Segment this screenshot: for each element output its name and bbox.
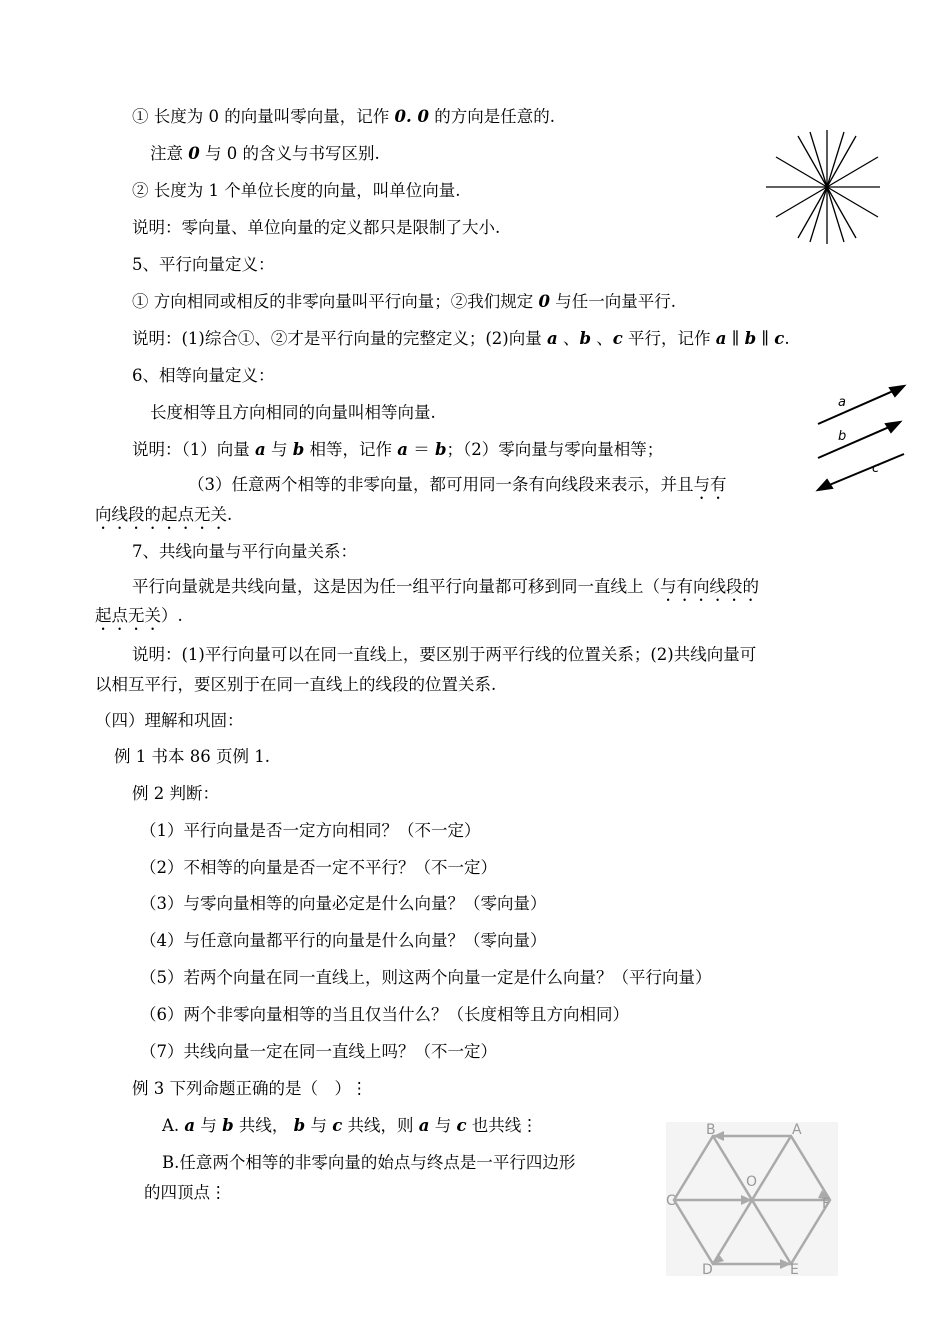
text: ＝ (407, 440, 435, 459)
question-item: （5）若两个向量在同一直线上，则这两个向量一定是什么向量？（平行向量） (140, 968, 712, 987)
vector-b-label: b (838, 429, 847, 444)
text: ）. (161, 606, 183, 625)
vector-symbol: a (397, 440, 408, 459)
text: 与 (265, 440, 293, 459)
question-item: （7）共线向量一定在同一直线上吗？（不一定） (140, 1042, 497, 1061)
vector-symbol: c (774, 329, 785, 348)
text: 共线， (233, 1116, 294, 1135)
parallel-vectors-figure (812, 382, 912, 494)
arrowhead-icon (890, 386, 904, 396)
text: 与 (429, 1116, 457, 1135)
text: . (405, 107, 418, 126)
text: ① 长度为 0 的向量叫零向量，记作 (132, 107, 395, 126)
text: （3）任意两个相等的非零向量，都可用同一条有向线段来表示，并且 (188, 475, 694, 494)
vector-a-line (818, 388, 900, 424)
text: ① 方向相同或相反的非零向量叫平行向量；②我们规定 (132, 292, 539, 311)
text: 与任一向量平行. (549, 292, 676, 311)
vector-c-label: c (872, 461, 880, 476)
question-item: （6）两个非零向量相等的当且仅当什么？（长度相等且方向相同） (140, 1005, 629, 1024)
zero-vector-symbol: 0 (188, 144, 200, 163)
section-heading: 6、相等向量定义： (132, 366, 275, 385)
vertex-label-f: F (822, 1196, 831, 1212)
text: A. (162, 1116, 185, 1135)
vertex-label-c: C (666, 1193, 676, 1209)
explanation-line (132, 439, 663, 461)
parallel-vector-definition (132, 291, 676, 313)
explanation-line: 以相互平行，要区别于在同一直线上的线段的位置关系. (95, 675, 497, 694)
example-line: 例 2 判断： (132, 784, 219, 803)
vector-a-label: a (838, 395, 846, 410)
text: 、 (591, 329, 613, 348)
text: 的方向是任意的. (428, 107, 555, 126)
text: ；（2）零向量与零向量相等； (446, 440, 664, 459)
hexagon-figure (662, 1120, 842, 1280)
zero-vector-symbol: 0 (394, 107, 406, 126)
explanation-line (188, 474, 727, 503)
vertex-label-a: A (792, 1122, 802, 1138)
vector-symbol: b (222, 1116, 234, 1135)
body-paragraph (132, 576, 759, 605)
section-heading: （四）理解和巩固： (95, 711, 244, 730)
vector-symbol: a (418, 1116, 430, 1135)
question-item: （1）平行向量是否一定方向相同？（不一定） (140, 821, 481, 840)
note-zero (150, 143, 380, 165)
vertex-label-o: O (746, 1174, 758, 1190)
explanation-line: 说明：零向量、单位向量的定义都只是限制了大小. (132, 218, 501, 237)
option-b: B.任意两个相等的非零向量的始点与终点是一平行四边形 (162, 1153, 576, 1172)
option-b-continued: 的四顶点⋮ (144, 1183, 227, 1202)
question-item: （2）不相等的向量是否一定不平行？（不一定） (140, 858, 497, 877)
explanation-line: 说明：(1)平行向量可以在同一直线上，要区别于两平行线的位置关系；(2)共线向量可 (132, 645, 757, 664)
explanation-line (95, 504, 232, 533)
option-a (162, 1115, 538, 1137)
zero-vector-symbol: 0 (417, 107, 429, 126)
vector-symbol: b (579, 329, 591, 348)
text: . (784, 329, 790, 348)
zero-vector-definition (132, 106, 555, 128)
vector-symbol: c (332, 1116, 343, 1135)
text: 与 (305, 1116, 333, 1135)
arrowhead-icon (818, 480, 832, 490)
emphasized-text: 与有向线段的 (660, 577, 759, 596)
section-heading: 5、平行向量定义： (132, 255, 275, 274)
body-paragraph (95, 605, 183, 634)
vertex-label-d: D (702, 1262, 713, 1278)
vertex-label-e: E (790, 1262, 799, 1278)
text: 相等，记作 (304, 440, 398, 459)
example-line: 例 3 下列命题正确的是（ ）⋮ (132, 1079, 368, 1098)
example-line: 例 1 书本 86 页例 1. (114, 747, 270, 766)
text: 与 (195, 1116, 223, 1135)
arrowhead-icon (886, 422, 900, 432)
zero-vector-symbol: 0 (538, 292, 550, 311)
section-heading: 7、共线向量与平行向量关系： (132, 542, 357, 561)
emphasized-text: 与有 (693, 475, 727, 494)
vector-symbol: c (612, 329, 623, 348)
vector-symbol: b (744, 329, 757, 348)
vector-symbol: a (715, 329, 727, 348)
emphasized-text: 起点无关 (95, 606, 161, 625)
text: ∥ (756, 329, 775, 348)
text: 与 0 的含义与书写区别. (199, 144, 380, 163)
vector-b-line (818, 424, 896, 458)
vector-symbol: b (293, 1116, 306, 1135)
text: 、 (557, 329, 580, 348)
text: 共线，则 (342, 1116, 419, 1135)
text: 平行，记作 (622, 329, 716, 348)
question-item: （4）与任意向量都平行的向量是什么向量？（零向量） (140, 931, 547, 950)
text: 说明：(1)综合①、②才是平行向量的完整定义；(2)向量 (132, 329, 547, 348)
vector-symbol: b (292, 440, 305, 459)
vector-c-line (822, 454, 904, 488)
text: . (227, 505, 233, 524)
vector-symbol: a (184, 1116, 196, 1135)
vector-symbol: b (434, 440, 447, 459)
vector-symbol: a (255, 440, 266, 459)
unit-vector-definition: ② 长度为 1 个单位长度的向量，叫单位向量. (132, 181, 461, 200)
explanation-line (132, 328, 790, 350)
emphasized-text: 向线段的起点无关 (95, 505, 227, 524)
vector-symbol: c (456, 1116, 467, 1135)
text: 说明：（1）向量 (132, 440, 255, 459)
text: 注意 (150, 144, 189, 163)
question-item: （3）与零向量相等的向量必定是什么向量？（零向量） (140, 894, 547, 913)
text: 平行向量就是共线向量，这是因为任一组平行向量都可移到同一直线上（ (132, 577, 660, 596)
vector-symbol: a (547, 329, 558, 348)
text: ∥ (726, 329, 745, 348)
equal-vector-definition: 长度相等且方向相同的向量叫相等向量. (150, 403, 436, 422)
zero-vector-star-figure (762, 128, 882, 246)
text: 也共线⋮ (466, 1116, 538, 1135)
vertex-label-b: B (706, 1122, 716, 1138)
